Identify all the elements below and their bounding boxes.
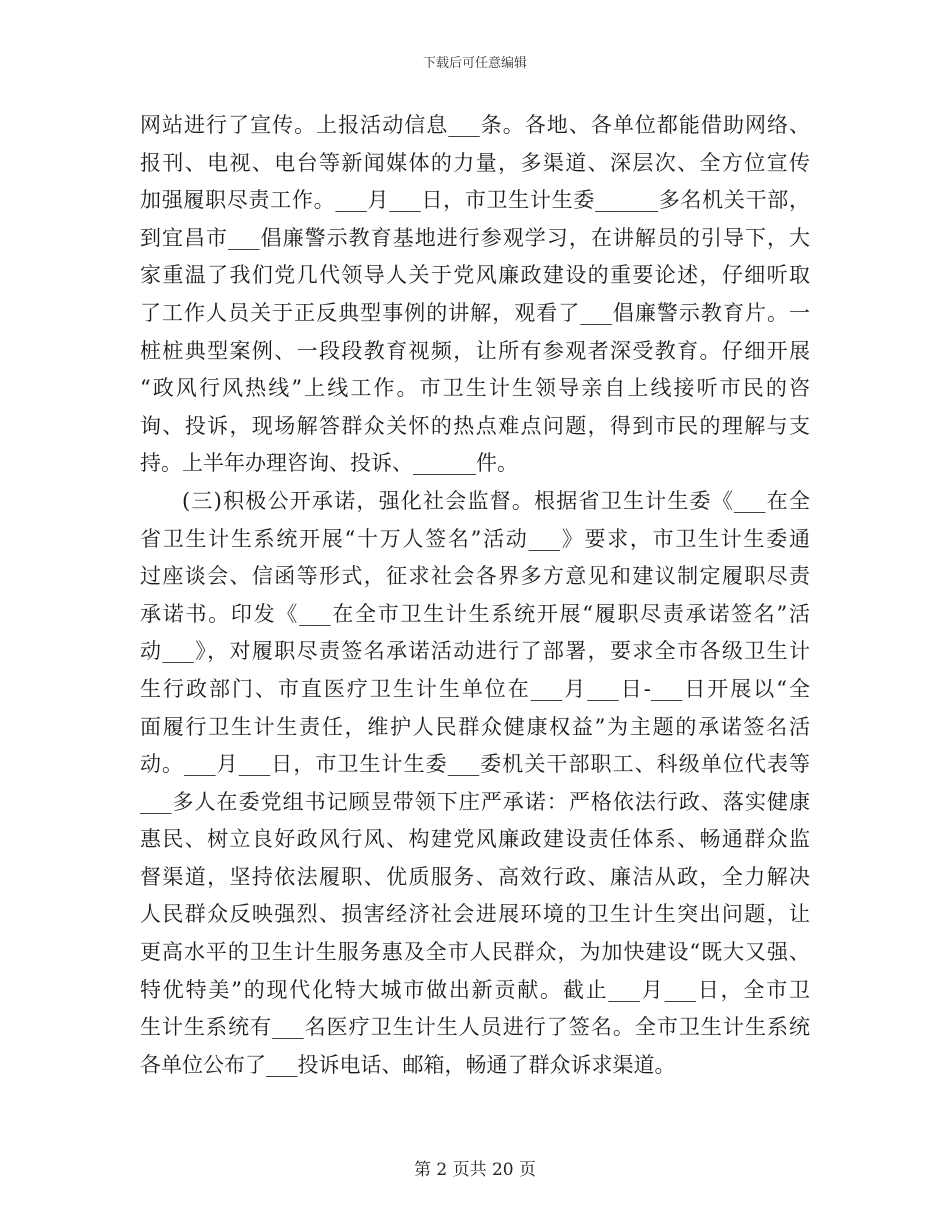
text-line: 惠民、树立良好政风行风、构建党风廉政建设责任体系、畅通群众监 <box>140 827 810 852</box>
text-line: “政风行风热线”上线工作。市卫生计生领导亲自上线接听市民的咨 <box>140 376 810 401</box>
text-line: 过座谈会、信函等形式，征求社会各界多方意见和建议制定履职尽责 <box>140 564 810 589</box>
text-line: 家重温了我们党几代领导人关于党风廉政建设的重要论述，仔细听取 <box>140 263 810 288</box>
text-line: 面履行卫生计生责任，维护人民群众健康权益”为主题的承诺签名活 <box>140 714 810 739</box>
paragraph-start-line: (三)积极公开承诺，强化社会监督。根据省卫生计生委《___在全 <box>182 488 810 513</box>
text-line: 承诺书。印发《___在全市卫生计生系统开展“履职尽责承诺签名”活 <box>140 601 810 626</box>
text-line: 网站进行了宣传。上报活动信息___条。各地、各单位都能借助网络、 <box>140 113 810 137</box>
text-line: 报刊、电视、电台等新闻媒体的力量，多渠道、深层次、全方位宣传 <box>140 150 810 175</box>
text-line: 生行政部门、市直医疗卫生计生单位在___月___日-___日开展以“全 <box>140 676 810 701</box>
text-line: 动。___月___日，市卫生计生委___委机关干部职工、科级单位代表等 <box>140 752 810 777</box>
text-line: 持。上半年办理咨询、投诉、______件。 <box>140 451 518 476</box>
text-line: 了工作人员关于正反典型事例的讲解，观看了___倡廉警示教育片。一 <box>140 300 810 325</box>
text-line: 加强履职尽责工作。___月___日，市卫生计生委______多名机关干部， <box>140 188 810 213</box>
text-line: 生计生系统有___名医疗卫生计生人员进行了签名。全市卫生计生系统 <box>140 1015 810 1040</box>
text-line: 到宜昌市___倡廉警示教育基地进行参观学习，在讲解员的引导下，大 <box>140 225 810 250</box>
text-line: 人民群众反映强烈、损害经济社会进展环境的卫生计生突出问题，让 <box>140 902 810 927</box>
text-line: ___多人在委党组书记顾昱带领下庄严承诺：严格依法行政、落实健康 <box>140 789 810 814</box>
page-header-note: 下载后可任意编辑 <box>422 56 527 71</box>
text-line: 特优特美”的现代化特大城市做出新贡献。截止___月___日，全市卫 <box>140 977 810 1002</box>
text-line: 动___》，对履职尽责签名承诺活动进行了部署，要求全市各级卫生计 <box>140 639 810 664</box>
text-line: 桩桩典型案例、一段段教育视频，让所有参观者深受教育。仔细开展 <box>140 338 810 363</box>
text-line: 省卫生计生系统开展“十万人签名”活动___》要求，市卫生计生委通 <box>140 526 810 551</box>
text-line: 询、投诉，现场解答群众关怀的热点难点问题，得到市民的理解与支 <box>140 413 810 438</box>
document-body <box>140 107 810 1084</box>
page-number-footer: 第 2 页共 20 页 <box>413 1160 537 1180</box>
text-line: 督渠道，坚持依法履职、优质服务、高效行政、廉洁从政，全力解决 <box>140 864 810 889</box>
text-line: 更高水平的卫生计生服务惠及全市人民群众，为加快建设“既大又强、 <box>140 940 810 965</box>
text-line: 各单位公布了___投诉电话、邮箱，畅通了群众诉求渠道。 <box>140 1052 676 1077</box>
